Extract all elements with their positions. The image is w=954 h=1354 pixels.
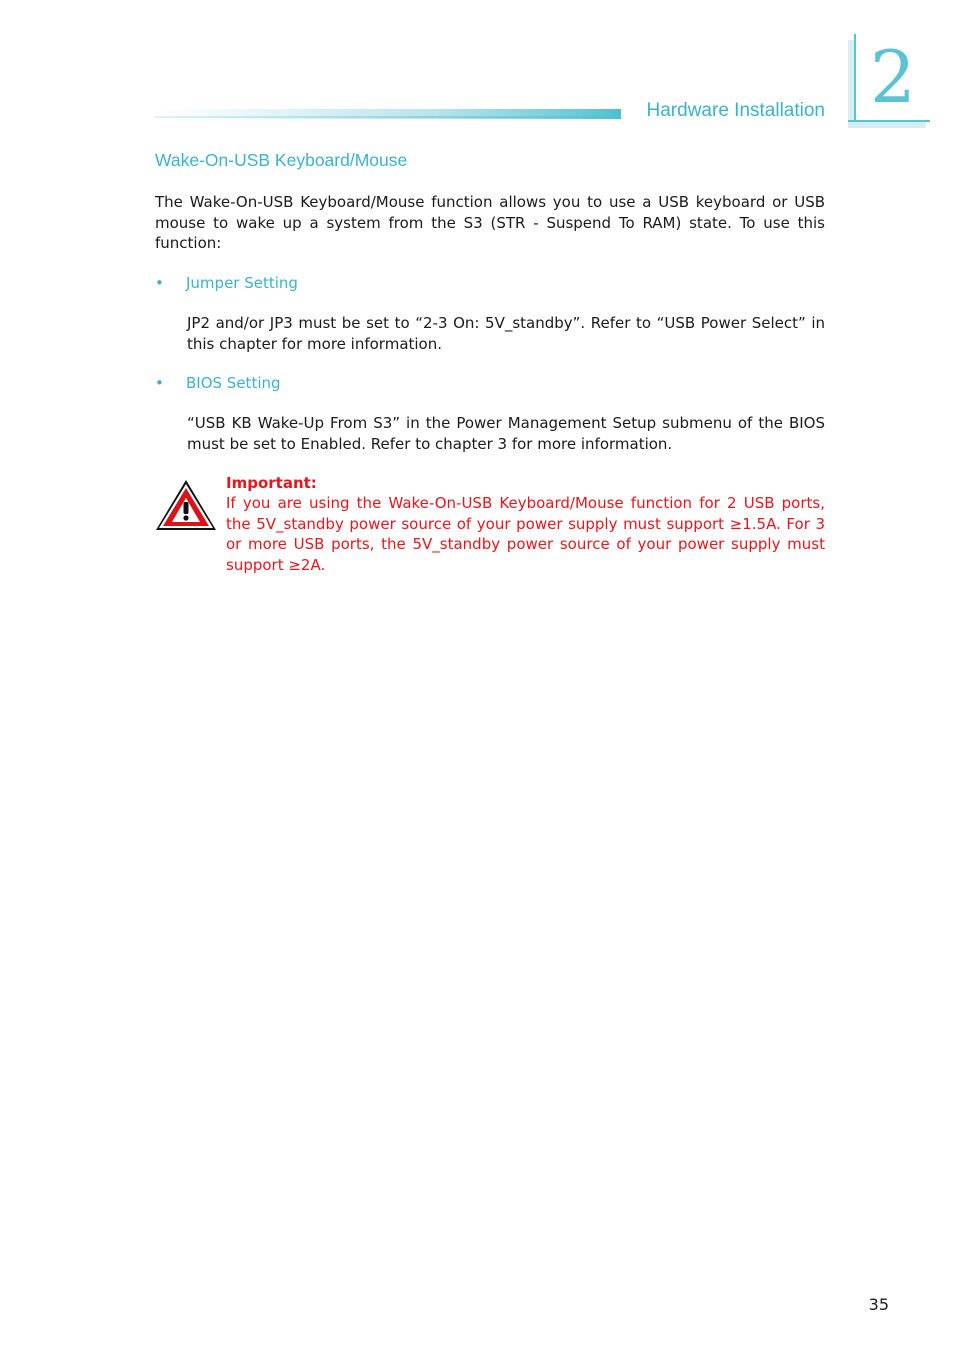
chapter-number: 2 xyxy=(870,35,916,119)
bullet-item-bios-setting xyxy=(155,373,281,393)
chapter-tab-shadow-horizontal xyxy=(848,122,926,128)
header-gradient-bar xyxy=(155,109,621,119)
bullet-label: BIOS Setting xyxy=(186,374,281,392)
bullet-icon: • xyxy=(155,374,164,392)
bios-setting-paragraph: “USB KB Wake-Up From S3” in the Power Management Setup submenu of the BIOS must be set to Enabled. Refer to chapter 3 for more information. xyxy=(187,414,825,453)
important-note-text: If you are using the Wake-On-USB Keyboard/Mouse function for 2 USB ports, the 5V_standby power source of your power supply must support ≥1.5A. For 3 or more USB ports, the 5V_standby power source of your power supply must support ≥2A. xyxy=(226,494,825,574)
intro-paragraph: The Wake-On-USB Keyboard/Mouse function allows you to use a USB keyboard or USB mouse to wake up a system from the S3 (STR - Suspend To RAM) state. To use this function: xyxy=(155,193,825,252)
bullet-label: Jumper Setting xyxy=(186,274,298,292)
jumper-setting-paragraph: JP2 and/or JP3 must be set to “2-3 On: 5V_standby”. Refer to “USB Power Select” in this chapter for more information. xyxy=(187,314,825,353)
section-title: Wake-On-USB Keyboard/Mouse xyxy=(155,150,408,170)
bullet-icon: • xyxy=(155,274,164,292)
important-heading: Important: xyxy=(226,474,317,492)
chapter-title: Hardware Installation xyxy=(646,100,825,121)
bullet-item-jumper-setting xyxy=(155,273,298,293)
warning-triangle-icon xyxy=(154,478,218,532)
chapter-tab-line-vertical xyxy=(854,34,856,128)
page-number: 35 xyxy=(868,1295,889,1314)
